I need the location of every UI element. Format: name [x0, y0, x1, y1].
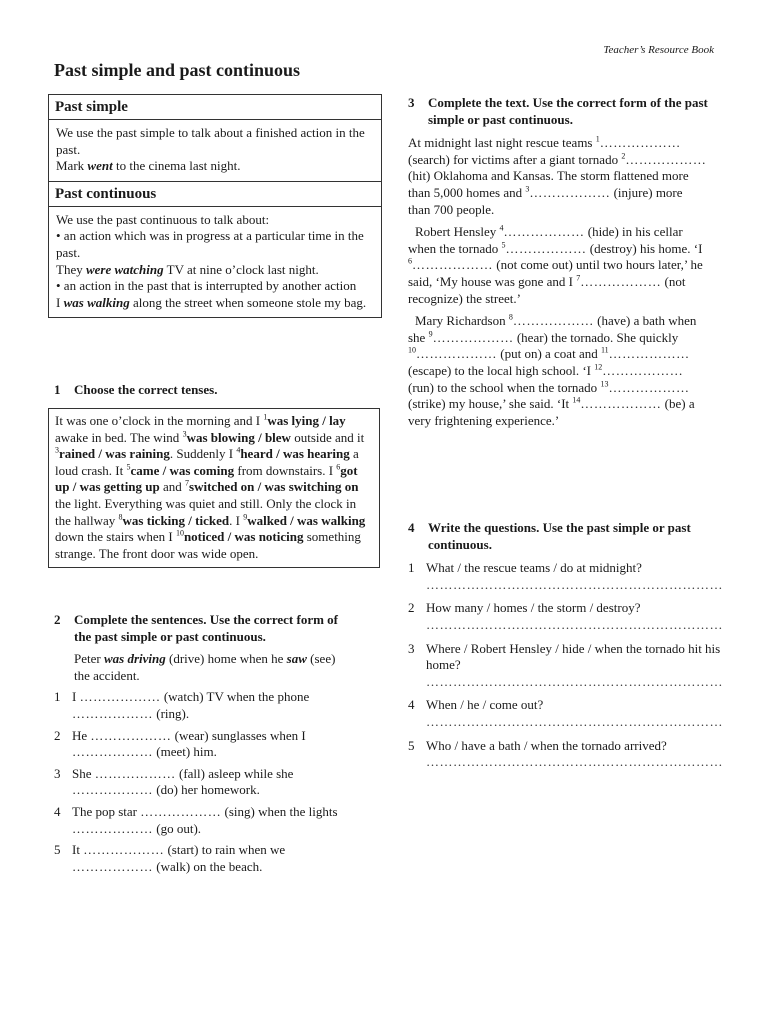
blank[interactable]: ………………: [512, 313, 594, 329]
text: (escape) to the local high school. ‘I: [408, 362, 595, 378]
text: . I: [229, 512, 244, 528]
item-text: [72, 842, 354, 875]
blank[interactable]: ………………: [416, 346, 497, 362]
exercise-4-item: [408, 560, 723, 593]
blank[interactable]: ………………: [432, 329, 514, 345]
choice[interactable]: got up / was getting up: [55, 462, 358, 495]
blank[interactable]: ………………: [412, 257, 493, 273]
blank[interactable]: ………………: [140, 803, 222, 819]
gap-number: 3: [525, 184, 530, 194]
text: (put on) a coat and: [497, 346, 601, 362]
page-title: Past simple and past continuous: [54, 60, 301, 80]
exercise-2-item: [54, 804, 354, 837]
past-continuous-body: [49, 207, 381, 318]
blank[interactable]: ………………: [72, 820, 153, 836]
gap-number: 5: [126, 462, 131, 472]
example-text: to the cinema last night.: [112, 158, 241, 174]
exercise-4: [408, 520, 723, 771]
bullet-2: • an action in the past that is interrupted by another action: [56, 278, 357, 294]
text: She: [72, 765, 95, 781]
gap-number: 3: [182, 429, 187, 439]
gap-number: 14: [572, 395, 581, 405]
blank[interactable]: ………………: [602, 362, 684, 378]
blank[interactable]: ………………: [608, 346, 690, 362]
gap-number: 7: [576, 273, 581, 283]
item-text: [426, 560, 723, 593]
item-number: 1: [408, 560, 415, 576]
text: It: [72, 842, 84, 858]
text: (drive) home when he: [165, 651, 287, 667]
text: (injure) more than 700 people.: [408, 184, 683, 217]
gap-number: 12: [594, 362, 603, 372]
item-text: [426, 697, 723, 730]
paragraph-2: [408, 224, 708, 307]
exercise-number: 4: [408, 520, 415, 535]
exercise-instruction: Choose the correct tenses.: [74, 382, 218, 397]
paragraph-3: [408, 313, 708, 429]
item-text: [426, 738, 723, 771]
exercise-2-item: [54, 728, 354, 761]
text: (meet) him.: [153, 744, 217, 760]
text: (not come out) until two hours later,’ he said, ‘My house was gone and I: [408, 257, 703, 289]
text: At midnight last night rescue teams: [408, 135, 596, 151]
choice[interactable]: came / was coming: [130, 462, 235, 478]
item-number: 2: [408, 600, 415, 616]
past-continuous-rule: We use the past continuous to talk about:: [56, 211, 270, 227]
gap-number: 8: [118, 512, 123, 522]
gap-number: 10: [175, 528, 184, 538]
choice[interactable]: heard / was hearing: [240, 446, 350, 462]
text: (have) a bath when she: [408, 313, 697, 345]
exercise-4-item: [408, 697, 723, 730]
gap-number: 7: [185, 479, 190, 489]
exercise-instruction: Write the questions. Use the past simple or past continuous.: [428, 520, 691, 552]
gap-number: 9: [243, 512, 248, 522]
text: awake in bed. The wind: [55, 429, 183, 445]
exercise-instruction: Complete the sentences. Use the correct form of the past simple or past continuous.: [74, 612, 338, 644]
item-number: 3: [408, 640, 415, 656]
example-text: TV at nine o’clock last night.: [163, 261, 319, 277]
gap-number: 6: [336, 462, 341, 472]
question-prompt: What / the rescue teams / do at midnight?: [426, 560, 642, 576]
item-number: 5: [54, 842, 61, 858]
exercise-4-item: [408, 737, 723, 771]
choice[interactable]: was blowing / blew: [186, 429, 291, 445]
example-verb: was walking: [63, 294, 130, 310]
exercise-1-text: [48, 408, 380, 568]
blank[interactable]: ………………: [599, 135, 681, 151]
text: something strange. The front door was wide open.: [55, 529, 361, 561]
gap-number: 1: [595, 134, 600, 144]
paragraph-1: [408, 135, 708, 218]
exercise-4-item: [408, 600, 723, 633]
example-verb: were watching: [85, 261, 164, 277]
gap-number: 5: [501, 240, 506, 250]
exercise-2: [54, 612, 354, 875]
exercise-2-item: [54, 842, 354, 875]
text: (walk) on the beach.: [153, 858, 263, 874]
text: (hit) Oklahoma and Kansas. The storm flattened more than 5,000 homes and: [408, 168, 689, 200]
past-continuous-example-2: [56, 295, 374, 312]
item-number: 1: [54, 689, 61, 705]
question-prompt: Who / have a bath / when the tornado arrived?: [426, 737, 667, 753]
item-number: 2: [54, 727, 61, 743]
example-text: I: [56, 294, 64, 310]
past-continuous-heading: Past continuous: [49, 181, 381, 207]
blank[interactable]: ………………: [90, 727, 172, 743]
blank[interactable]: ………………: [72, 858, 153, 874]
exercise-2-example: [74, 651, 354, 684]
exercise-number: 1: [54, 382, 61, 397]
example-answer: saw: [286, 651, 307, 667]
gap-number: 6: [408, 257, 412, 267]
text: He: [72, 727, 91, 743]
text: outside and it: [290, 429, 365, 445]
grammar-box: [48, 94, 382, 318]
text: Robert Hensley: [415, 224, 500, 240]
blank[interactable]: ………………: [72, 782, 153, 798]
text: It was one o’clock in the morning and I: [55, 413, 264, 428]
blank[interactable]: ………………: [608, 379, 690, 395]
text: . Suddenly I: [169, 446, 237, 462]
gap-number: 13: [600, 379, 609, 389]
exercise-number: 3: [408, 95, 415, 110]
blank[interactable]: ………………: [505, 240, 587, 256]
item-text: [426, 641, 723, 691]
text: the light. Everything was quiet and still. Only the clock in the hallway: [55, 495, 357, 528]
item-number: 5: [408, 737, 415, 753]
answer-line[interactable]: …………………………………………………………: [426, 713, 723, 729]
gap-number: 3: [55, 445, 59, 455]
answer-line[interactable]: …………………………………………………………: [426, 576, 723, 592]
exercise-1-heading: [54, 382, 380, 399]
exercise-3: [408, 95, 708, 435]
text: (watch) TV when the phone: [160, 689, 310, 705]
exercise-number: 2: [54, 612, 61, 627]
text: (ring).: [153, 705, 190, 721]
text: (go out).: [153, 820, 202, 836]
blank[interactable]: ………………: [72, 705, 153, 721]
gap-number: 9: [428, 329, 433, 339]
blank[interactable]: ………………: [625, 151, 707, 167]
item-number: 3: [54, 765, 61, 781]
choice[interactable]: walked / was walking: [247, 512, 366, 528]
past-simple-rule: We use the past simple to talk about a finished action in the past.: [56, 125, 365, 157]
choice[interactable]: noticed / was noticing: [183, 529, 304, 545]
exercise-4-item: [408, 640, 723, 691]
item-number: 4: [54, 803, 61, 819]
example-answer: was driving: [103, 651, 166, 667]
text: Peter: [74, 651, 104, 667]
past-simple-example: [56, 158, 374, 175]
example-text: They: [56, 261, 86, 277]
blank[interactable]: ………………: [72, 744, 153, 760]
question-prompt: Where / Robert Hensley / hide / when the tornado hit his home?: [426, 640, 721, 673]
choice[interactable]: was ticking / ticked: [122, 512, 230, 528]
item-text: [426, 600, 723, 633]
item-text: [72, 766, 354, 799]
gap-number: 1: [263, 412, 268, 422]
text: and: [159, 479, 186, 495]
bullet-1: • an action which was in progress at a particular time in the past.: [56, 228, 364, 260]
page-header: Teacher’s Resource Book: [603, 44, 714, 56]
exercise-instruction: Complete the text. Use the correct form of the past simple or past continuous.: [428, 95, 708, 127]
exercise-2-item: [54, 766, 354, 799]
text: (do) her homework.: [153, 782, 260, 798]
blank[interactable]: ………………: [79, 689, 161, 705]
blank[interactable]: ………………: [580, 273, 662, 289]
text: a loud crash. It: [55, 446, 359, 478]
text: from downstairs. I: [234, 462, 337, 478]
gap-number: 4: [499, 223, 504, 233]
text: I: [72, 689, 80, 705]
blank[interactable]: ………………: [83, 842, 165, 858]
text: (fall) asleep while she: [175, 765, 294, 781]
example-text: Mark: [56, 158, 88, 174]
answer-line[interactable]: …………………………………………………………: [426, 616, 723, 632]
gap-number: 4: [236, 445, 241, 455]
text: (see) the accident.: [74, 651, 336, 683]
blank[interactable]: ………………: [580, 396, 662, 412]
past-simple-body: [49, 120, 381, 181]
gap-number: 11: [600, 345, 609, 355]
text: The pop star: [72, 803, 141, 819]
blank[interactable]: ………………: [529, 184, 611, 200]
example-text: along the street when someone stole my bag.: [129, 294, 367, 310]
text: (hear) the tornado. She quickly: [513, 329, 679, 345]
text: down the stairs when I: [55, 529, 176, 545]
text: (run) to the school when the tornado: [408, 379, 601, 395]
question-prompt: When / he / come out?: [426, 697, 544, 713]
item-text: [72, 804, 354, 837]
choice[interactable]: rained / was raining: [59, 446, 170, 462]
text: (destroy) his home. ‘I: [586, 240, 703, 256]
text: (wear) sunglasses when I: [171, 727, 306, 743]
text: (not recognize) the street.’: [408, 273, 686, 306]
answer-line[interactable]: …………………………………………………………: [426, 673, 723, 689]
answer-line[interactable]: …………………………………………………………: [426, 754, 723, 770]
gap-number: 2: [621, 151, 626, 161]
text: (sing) when the lights: [221, 803, 338, 819]
item-text: [72, 689, 354, 722]
choice[interactable]: switched on / was switching on: [189, 479, 359, 495]
item-text: [72, 728, 354, 761]
past-simple-heading: Past simple: [49, 95, 381, 120]
item-number: 4: [408, 697, 415, 713]
gap-number: 10: [408, 345, 416, 355]
text: (start) to rain when we: [164, 842, 286, 858]
exercise-3-text: [408, 135, 708, 429]
text: (be) a very frightening experience.’: [408, 396, 695, 428]
text: Mary Richardson: [415, 313, 509, 329]
blank[interactable]: ………………: [94, 765, 176, 781]
blank[interactable]: ………………: [503, 224, 585, 240]
exercise-2-item: [54, 689, 354, 722]
text: (hide) in his cellar when the tornado: [408, 224, 683, 256]
choice[interactable]: was lying / lay: [267, 413, 346, 428]
question-prompt: How many / homes / the storm / destroy?: [426, 600, 641, 616]
gap-number: 8: [508, 312, 513, 322]
past-continuous-example-1: [56, 262, 374, 279]
text: (strike) my house,’ she said. ‘It: [408, 396, 573, 412]
example-verb: went: [87, 158, 113, 174]
text: (search) for victims after a giant tornado: [408, 151, 622, 167]
